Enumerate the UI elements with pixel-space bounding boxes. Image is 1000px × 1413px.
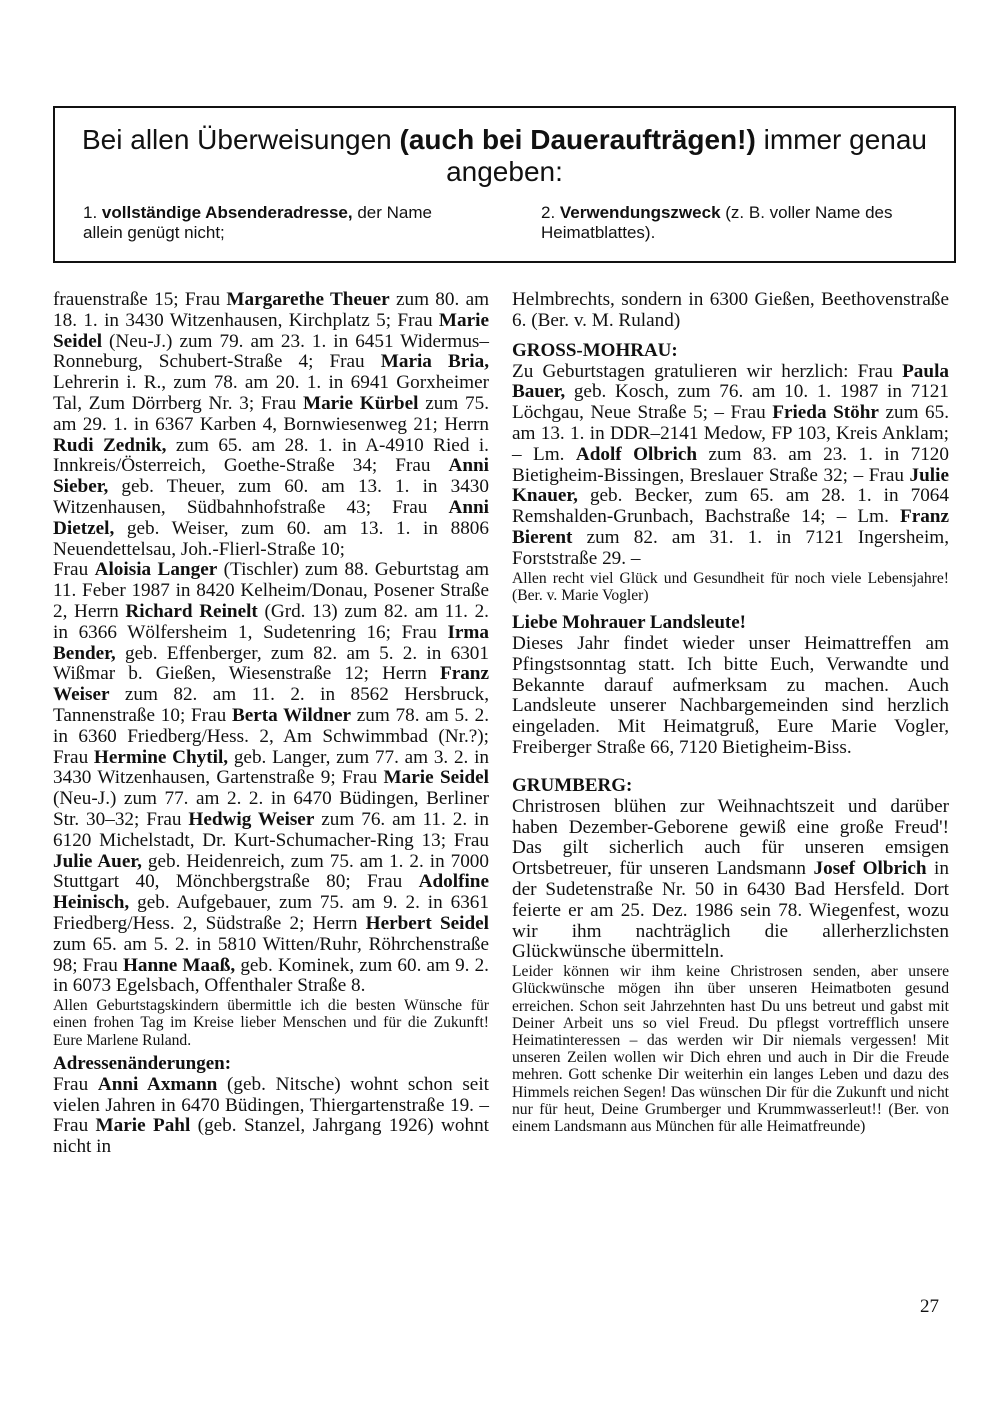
person-name: Adolfine Heinisch, [53, 871, 489, 914]
text-run: geb. Heidenreich, zum 75. am 1. 2. in 7000 Stuttgart 40, Mönchbergstraße 80; Frau [53, 850, 489, 893]
text-run: (Tischler) zum 88. Geburtstag am 11. Feber 1987 in 8420 Kelheim/Donau, Posener Straße 2, Herrn [53, 559, 489, 622]
heimattreffen-paragraph: Dieses Jahr findet wieder unser Heimattreffen am Pfingstsonntag statt. Ich bitte Euch, Verwandte und Bekannte darauf aufmerksam zu machen. Auch Landsleute unserer Nachbargemeinden sind herzlich eingeladen. Mit Heimatgruß, Eure Marie Vogler, Freiberger Straße 66, 7120 Bietigheim-Biss. [512, 632, 949, 758]
text-run: geb. Becker, zum 65. am 28. 1. in 7064 Remshalden-Grunbach, Bachstraße 14; – Lm. [512, 485, 949, 528]
person-name: Aloisia Langer [94, 559, 218, 581]
person-name: Irma Bender, [53, 621, 489, 664]
text-run: zum 82. am 31. 1. in 7121 Ingersheim, Forststraße 29. – [512, 526, 949, 569]
section-heading-liebe-mohrauer: Liebe Mohrauer Landsleute! [512, 611, 746, 633]
text-run: (Neu-J.) zum 79. am 23. 1. in 6451 Widermus–Ronneburg, Schubert-Straße 4; Frau [53, 330, 489, 373]
text-run: frauenstraße 15; Frau [53, 289, 227, 310]
left-column [53, 290, 489, 1158]
notice-title: Bei allen Überweisungen (auch bei Daueraufträgen!) immer genau angeben: [82, 124, 927, 187]
grumberg-tribute-text: Leider können wir ihm keine Christrosen senden, aber unsere Glückwünsche mögen ihn über unseren Heimatboten gesund erreichen. Schon seit Jahrzehnten hast Du uns betreut und gabst mit Deiner Arbeit uns so viel Freud. Du pflegst vortrefflich unsere Heimatinteressen – das werden wir Dir niemals vergessen! Mit unseren Zeilen wollen wir Dich ehren und auch in Dir die Freude mehren. Gott schenke Dir weiterhin ein langes Leben und dazu des Himmels reichen Segen! Das wünschen Dir für die Zukunft und nicht nur für heut, Deine Grumberger und Krummwasserleut!! (Ber. von einem Landsmann aus München für alle Heimatfreunde) [512, 963, 949, 1135]
person-name: Paula Bauer, [512, 360, 949, 403]
person-name: Franz Bierent [512, 506, 949, 548]
person-name: Julie Knauer, [512, 464, 949, 507]
person-name: Berta Wildner [231, 704, 352, 726]
person-name: Margarethe Theuer [226, 289, 390, 310]
text-run: zum 78. am 5. 2. in 6360 Friedberg/Hess. 2, Am Schwimmbad (Nr.?); Frau [53, 704, 489, 768]
text-run: geb. Theuer, zum 60. am 13. 1. in 3430 Witzenhausen, Südbahnhofstraße 43; Frau [53, 476, 489, 518]
person-name: Marie Kürbel [302, 392, 419, 414]
text-run: zum 80. am 18. 1. in 3430 Witzenhausen, Kirchplatz 5; Frau [53, 289, 490, 331]
person-name: Hedwig Weiser [188, 808, 315, 830]
person-name: Marie Seidel [53, 309, 489, 352]
birthday-wishes-text: Allen Geburtstagskindern übermittle ich die besten Wünsche für einen frohen Tag im Kreise lieber Menschen und für die Zukunft! Eure Marlene Ruland. [53, 997, 489, 1049]
address-changes-paragraph [53, 1075, 489, 1158]
text-run: zum 76. am 11. 2. in 6120 Michelstadt, Dr. Kurt-Schumacher-Ring 13; Frau [53, 808, 489, 851]
address-continuation-paragraph: Helmbrechts, sondern in 6300 Gießen, Beethovenstraße 6. (Ber. v. M. Ruland) [512, 289, 949, 331]
text-run: zum 82. am 11. 2. in 8562 Hersbruck, Tannenstraße 10; Frau [53, 684, 489, 726]
text-run: Lehrerin i. R., zum 78. am 20. 1. in 6941 Gorxheimer Tal, Zum Dörrberg Nr. 3; Frau [53, 372, 489, 414]
text-run: geb. Aufgebauer, zum 75. am 9. 2. in 6361 Friedberg/Hess. 2, Südstraße 2; Herrn [53, 892, 489, 934]
page-number: 27 [920, 1296, 939, 1317]
text-run: geb. Kominek, zum 60. am 9. 2. in 6073 Egelsbach, Offenthaler Straße 8. [53, 954, 489, 997]
person-name: Frieda Stöhr [772, 402, 879, 424]
text-run: geb. Weiser, zum 60. am 13. 1. in 8806 Neuendettelsau, Joh.-Flierl-Straße 10; [53, 517, 489, 560]
text-run: zum 75. am 29. 1. in 6367 Karben 4, Bornwiesenweg 21; Herrn [53, 392, 489, 435]
text-run: zum 83. am 23. 1. in 7120 Bietigheim-Bissingen, Breslauer Straße 32; – Frau [512, 443, 949, 486]
text-run: (Neu-J.) zum 77. am 2. 2. in 6470 Büdingen, Berliner Str. 30–32; Frau [53, 788, 489, 830]
text-run: zum 65. am 13. 1. in DDR–2141 Medow, FP 103, Kreis Anklam; – Lm. [512, 402, 949, 465]
text-run: Frau [53, 1073, 98, 1095]
text-run: geb. Effenberger, zum 82. am 5. 2. in 6301 Wißmar b. Gießen, Wiesenstraße 12; Herrn [53, 642, 489, 685]
person-name: Anni Axmann [97, 1073, 218, 1095]
person-name: Hanne Maaß, [122, 954, 236, 976]
person-name: Josef Olbrich [813, 858, 927, 880]
text-run: zum 65. am 28. 1. in A-4910 Ried i. Innkreis/Österreich, Goethe-Straße 34; Frau [53, 434, 489, 477]
text-run: (geb. Nitsche) wohnt schon seit vielen Jahren in 6470 Büdingen, Thiergartenstraße 19. – Frau [53, 1073, 489, 1137]
text-run: Christrosen blühen zur Weihnachtszeit und darüber haben Dezember-Geborene gewiß eine große Freud'! Das gilt sicherlich auch für unseren emsigen Ortsbetreuer, für unseren Landsmann [512, 795, 949, 880]
person-name: Hermine Chytil, [93, 746, 229, 768]
text-run: Frau [53, 559, 95, 581]
gross-mohrau-wishes-text: Allen recht viel Glück und Gesundheit für noch viele Lebensjahre! (Ber. v. Marie Vogler) [512, 569, 949, 604]
person-name: Anni Sieber, [53, 455, 489, 498]
text-run: (geb. Stanzel, Jahrgang 1926) wohnt nicht in [53, 1115, 489, 1158]
section-heading-gross-mohrau: GROSS-MOHRAU: [512, 339, 678, 361]
notice-item-1: 1. vollständige Absenderadresse, der Name allein genügt nicht; [83, 203, 432, 242]
text-run: geb. Langer, zum 77. am 3. 2. in 3430 Witzenhausen, Gartenstraße 9; Frau [53, 746, 490, 789]
birthday-list-paragraph [53, 290, 489, 560]
person-name: Julie Auer, [53, 850, 142, 872]
text-run: in der Sudetenstraße Nr. 50 in 6430 Bad Hersfeld. Dort feierte er am 25. Dez. 1986 sein 78. Wiegenfest, wozu wir ihm nachträglich die allerherzlichsten Glückwünsche übermitteln. [512, 858, 949, 963]
person-name: Adolf Olbrich [575, 443, 698, 465]
text-run: (Grd. 13) zum 82. am 11. 2. in 6366 Wölfersheim 1, Sudetenring 16; Frau [53, 600, 489, 643]
person-name: Franz Weiser [53, 663, 489, 706]
text-run: zum 65. am 5. 2. in 5810 Witten/Ruhr, Röhrchenstraße 98; Frau [53, 933, 489, 976]
text-run: Zu Geburtstagen gratulieren wir herzlich: Frau [512, 360, 903, 382]
person-name: Richard Reinelt [125, 600, 258, 622]
person-name: Maria Bria, [380, 351, 489, 373]
gross-mohrau-birthdays-paragraph [512, 362, 949, 570]
person-name: Marie Pahl [95, 1115, 191, 1137]
notice-item-2: 2. Verwendungszweck (z. B. voller Name des Heimatblattes). [541, 203, 893, 242]
text-run: geb. Kosch, zum 76. am 10. 1. 1987 in 7121 Löchgau, Neue Straße 5; – Frau [512, 381, 949, 424]
transfer-notice-box [53, 106, 956, 263]
section-heading-grumberg: GRUMBERG: [512, 774, 633, 796]
person-name: Anni Dietzel, [53, 496, 489, 539]
grumberg-birthday-paragraph [512, 797, 949, 963]
person-name: Rudi Zednik, [53, 434, 167, 456]
right-column [512, 290, 949, 1135]
birthday-list-february-paragraph [53, 560, 489, 997]
person-name: Marie Seidel [383, 767, 489, 789]
section-heading-address-changes: Adressenänderungen: [53, 1052, 232, 1074]
person-name: Herbert Seidel [365, 912, 489, 934]
